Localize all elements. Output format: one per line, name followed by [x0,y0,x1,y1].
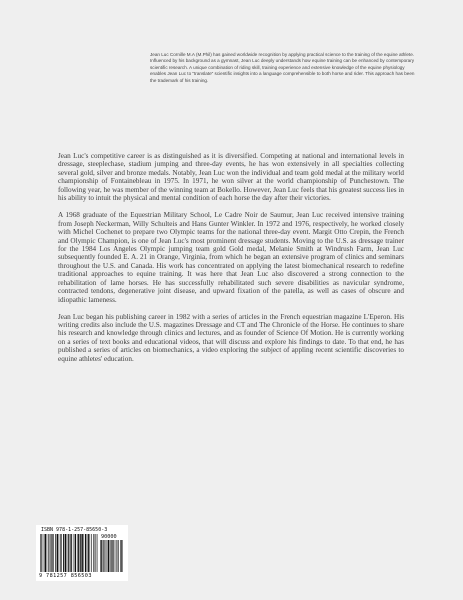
barcode-bar [95,534,96,572]
barcode-bar [97,534,98,572]
barcode-bar [118,540,119,572]
price-addon-digits: 90000 [101,534,117,540]
barcode-bar [93,534,94,572]
barcode-bar [53,534,54,572]
ean-digits: 9 781257 856503 [39,573,92,579]
addon-barcode-bars [100,540,124,572]
barcode-bar [75,534,76,572]
barcode-bar [81,534,83,572]
barcode-bar [108,540,110,572]
barcode-bar [48,534,49,572]
publishing-paragraph: Jean Luc began his publishing career in 1982 with a series of articles in the French equestrian magazine L'Eperon. His writing credits also include the U.S. magazines Dressage and CT and The Chronicle of the Horse. He continues to share his research and knowledge through clinics and lectures, and as founder of Science Of Motion. He is currently working on a series of text books and educational videos, that will discuss and explore his findings to date. To that end, he has published a series of articles on biomechanics, a video exploring the subject of appling recent scientific discoveries to equine athletes' education. [58,312,404,363]
career-paragraph: Jean Luc's competitive career is as distinguished as it is diversified. Competing at national and international levels in dressage, steeplechase, stadium jumping and three-day events, he has won extensively in all specialties collecting several gold, silver and bronze medals. Notably, Jean Luc won the individual and team gold medal at the military world championship of Fontainebleau in 1975. In 1971, he won silver at the world championship of Punchestown. The following year, he was member of the winning team at Bokello. However, Jean Luc feels that his greatest success lies in his ability to intuit the physical and mental condition of each horse the day after their victories. [58,152,404,203]
barcode-bar [68,534,69,572]
barcode-bar [85,534,86,572]
isbn-number: ISBN 978-1-257-85650-3 [41,527,108,533]
author-bio-box [150,52,420,84]
barcode-bar [105,540,106,572]
barcode-bar [63,534,64,572]
barcode-bar [57,534,58,572]
barcode-bar [71,534,72,572]
barcode-bar [40,534,41,572]
barcode-bar [50,534,51,572]
back-cover-body [58,152,404,372]
barcode-bar [74,534,75,572]
barcode-bar [115,540,116,572]
ean-barcode-bars [40,534,98,572]
barcode-bar [111,540,112,572]
barcode-bar [103,540,104,572]
barcode-bar [120,540,121,572]
barcode-bar [77,534,78,572]
barcode-bar [84,534,85,572]
barcode-bar [87,534,88,572]
barcode-bar [65,534,67,572]
barcode-bar [61,534,62,572]
barcode-bar [80,534,81,572]
barcode-bar [110,540,111,572]
barcode-bar [60,534,61,572]
barcode-bar [47,534,48,572]
barcode-bar [100,540,101,572]
barcode-bar [107,540,108,572]
barcode-bar [113,540,114,572]
barcode-bar [70,534,71,572]
barcode-bar [55,534,56,572]
barcode-bar [51,534,52,572]
isbn-barcode [36,525,128,581]
barcode-bar [121,540,122,572]
barcode-bar [41,534,42,572]
barcode-bar [59,534,60,572]
barcode-bar [45,534,47,572]
barcode-bar [88,534,89,572]
barcode-bar [117,540,118,572]
barcode-bar [78,534,79,572]
barcode-bar [90,534,91,572]
barcode-bar [101,540,102,572]
barcode-bar [91,534,92,572]
barcode-bar [43,534,44,572]
barcode-bar [67,534,68,572]
training-paragraph: A 1968 graduate of the Equestrian Military School, Le Cadre Noir de Saumur, Jean Luc received intensive training from Joseph Neckerman, Willy Schulteis and Hans Gunter Winkler. In 1972 and 1976, respectively, he worked closely with Michel Cochenet to prepare two Olympic teams for the national three-day event. Margit Otto Crepin, the French and Olympic Champion, is one of Jean Luc's most prominent dressage students. Moving to the U.S. as dressage trainer for the 1984 Los Angeles Olympic jumping team gold Gold medal, Melanie Smith at Windrush Farm, Jean Luc subsequently founded E. A. 21 in Orange, Virginia, from which he began an extensive program of clinics and seminars throughout the U.S. and Canada. His work has concentrated on applying the latest biomechanical research to redefine traditional approaches to equine training. It was here that Jean Luc also discovered a strong connection to the rehabilitation of lame horses. He has successfully rehabilitated such severe disabilities as navicular syndrome, contracted tendons, degenerative joint disease, and upward fixation of the patella, as well as cases of obscure and idiopathic lameness. [58,211,404,304]
author-bio-text: Jean Luc Cornille M.A (M.Phil) has gained worldwide recognition by applying practical science to the training of the equine athlete. Influenced by his background as a gymnast, Jean Luc deeply understands how equine training can be enhanced by contemporary scientific research. A unique combination of riding skill, training experience and extensive knowledge of the equine physiology enables Jean Luc to "translate" scientific insights into a language comprehensible to both horse and rider. This approach has been the trademark of his training. [150,52,415,83]
